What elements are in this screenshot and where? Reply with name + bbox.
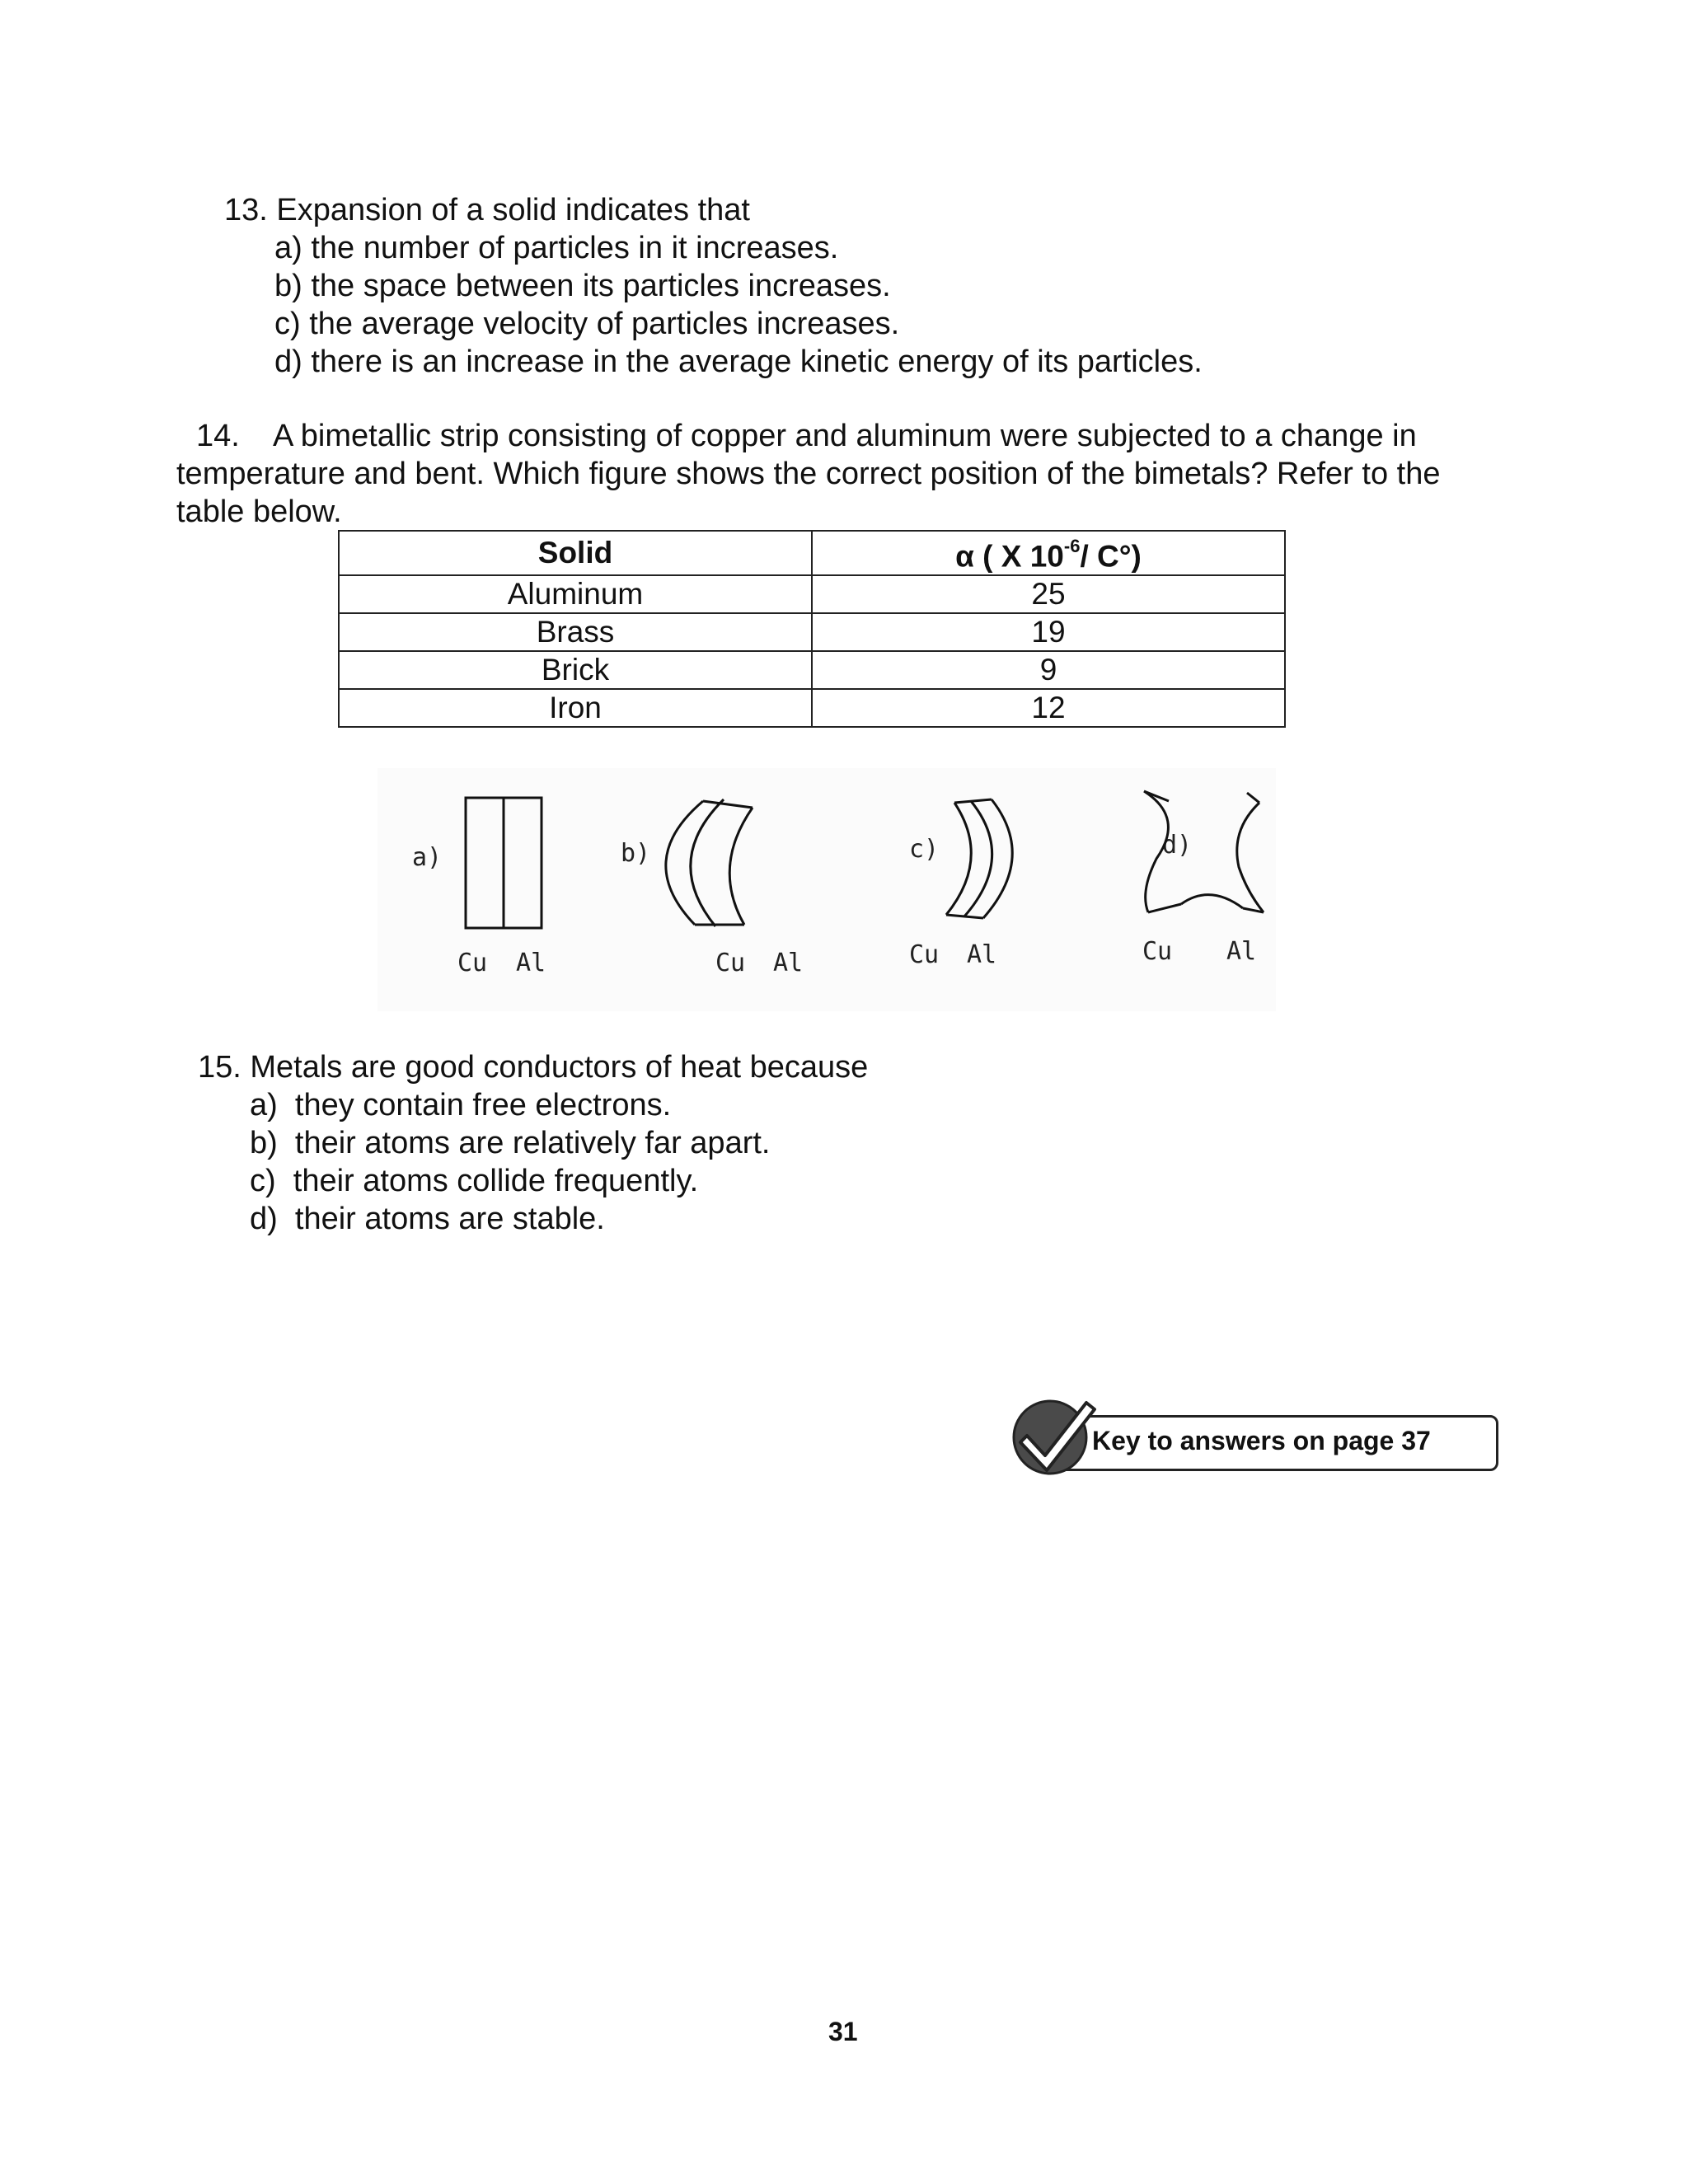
- figure-a-cu-label: Cu: [457, 949, 488, 977]
- cell-alpha: 19: [812, 613, 1285, 651]
- q13-option-a: a) the number of particles in it increases.: [274, 231, 839, 265]
- figure-c-cu-label: Cu: [909, 940, 940, 969]
- figure-d-label: d): [1162, 831, 1193, 860]
- figure-c-al-label: Al: [967, 940, 997, 969]
- bimetallic-strip-figures: [377, 768, 1276, 1011]
- figure-a-al-label: Al: [516, 949, 546, 977]
- cell-alpha: 9: [812, 651, 1285, 689]
- cell-alpha: 12: [812, 689, 1285, 727]
- figure-c-label: c): [909, 835, 940, 864]
- cell-solid: Brick: [339, 651, 812, 689]
- figure-b-label: b): [621, 839, 651, 868]
- table-row: [339, 651, 1285, 689]
- figure-d-strips: [1144, 791, 1264, 912]
- figure-a-strips: [466, 798, 542, 928]
- q15-option-b: b) their atoms are relatively far apart.: [250, 1126, 771, 1160]
- checkmark-icon: [1004, 1385, 1103, 1483]
- q13-option-c: c) the average velocity of particles increases.: [274, 307, 900, 341]
- page-number: 31: [828, 2017, 858, 2046]
- table-row: [339, 575, 1285, 613]
- figure-b-al-label: Al: [773, 949, 804, 977]
- figure-a-label: a): [412, 843, 443, 872]
- cell-solid: Brass: [339, 613, 812, 651]
- q13-option-b: b) the space between its particles increases.: [274, 269, 891, 303]
- header-solid: Solid: [339, 531, 812, 575]
- q15-option-c: c) their atoms collide frequently.: [250, 1164, 699, 1198]
- expansion-coefficient-table: [338, 530, 1286, 728]
- header-alpha: α ( X $10^{-6}/$ C°): [812, 531, 1285, 575]
- q15-option-a: a) they contain free electrons.: [250, 1088, 672, 1122]
- q14-stem-line1: 14. A bimetallic strip consisting of copper and aluminum were subjected to a change in: [196, 419, 1417, 453]
- answer-key-label: Key to answers on page 37: [1092, 1426, 1431, 1455]
- figure-b-cu-label: Cu: [715, 949, 746, 977]
- q13-stem: 13. Expansion of a solid indicates that: [224, 193, 750, 227]
- table-row: [339, 689, 1285, 727]
- figure-c-strips: [946, 799, 1012, 918]
- q15-option-d: d) their atoms are stable.: [250, 1202, 605, 1236]
- cell-solid: Aluminum: [339, 575, 812, 613]
- table-header-row: [339, 531, 1285, 575]
- q15-stem: 15. Metals are good conductors of heat because: [198, 1050, 869, 1085]
- table-row: [339, 613, 1285, 651]
- figure-d-al-label: Al: [1226, 937, 1257, 966]
- q13-option-d: d) there is an increase in the average kinetic energy of its particles.: [274, 344, 1203, 379]
- cell-alpha: 25: [812, 575, 1285, 613]
- cell-solid: Iron: [339, 689, 812, 727]
- q14-stem-line3: table below.: [176, 494, 342, 529]
- figure-d-cu-label: Cu: [1142, 937, 1173, 966]
- q14-stem-line2: temperature and bent. Which figure shows the correct position of the bimetals? Refer to the: [176, 457, 1441, 491]
- figure-b-strips: [666, 799, 753, 926]
